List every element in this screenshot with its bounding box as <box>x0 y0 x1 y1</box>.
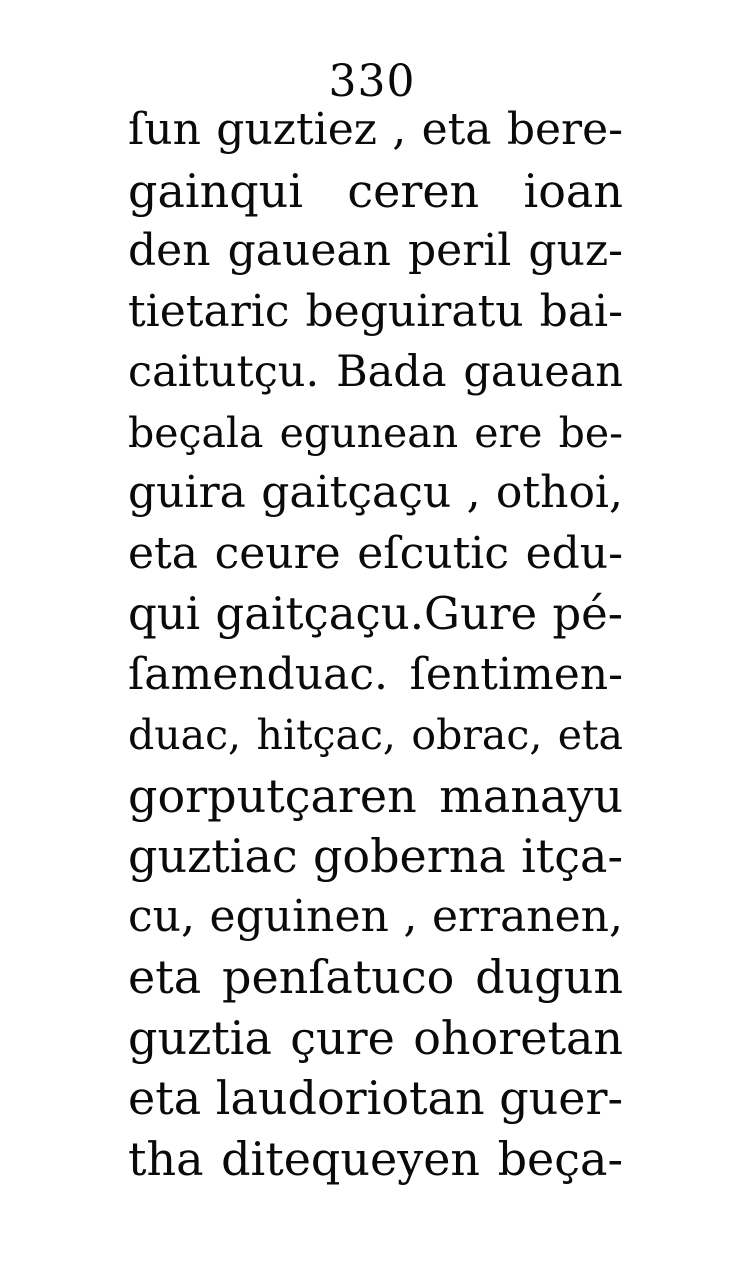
text-line: duac, hitçac, obrac, eta <box>128 711 623 759</box>
text-line: cu, eguinen , erranen, <box>128 890 623 942</box>
text-line: ſamenduac. ſentimen- <box>128 648 623 700</box>
text-line: qui gaitçaçu.Gure pé- <box>128 587 623 640</box>
body-text <box>128 100 623 1189</box>
text-line: ſun guztiez , eta bere- <box>128 104 623 155</box>
text-line: gorputçaren manayu <box>128 768 623 823</box>
page-number: 330 <box>328 56 416 107</box>
text-line: guira gaitçaçu , othoi, <box>128 467 623 518</box>
text-line: eta ceure eſcutic edu- <box>128 527 623 579</box>
text-line: caitutçu. Bada gauean <box>128 347 623 397</box>
text-line: den gauean peril guz- <box>128 225 623 276</box>
text-line: tietaric beguiratu bai- <box>128 285 623 337</box>
text-line: guztia çure ohoretan <box>128 1010 623 1065</box>
text-line: beçala egunean ere be- <box>128 408 623 457</box>
text-line: eta penſatuco dugun <box>128 950 623 1004</box>
text-line: guztiac goberna itça- <box>128 829 623 883</box>
text-line: tha ditequeyen beça- <box>128 1131 623 1186</box>
text-line: gainqui ceren ioan <box>128 163 623 218</box>
text-line: eta laudoriotan guer- <box>128 1071 624 1125</box>
